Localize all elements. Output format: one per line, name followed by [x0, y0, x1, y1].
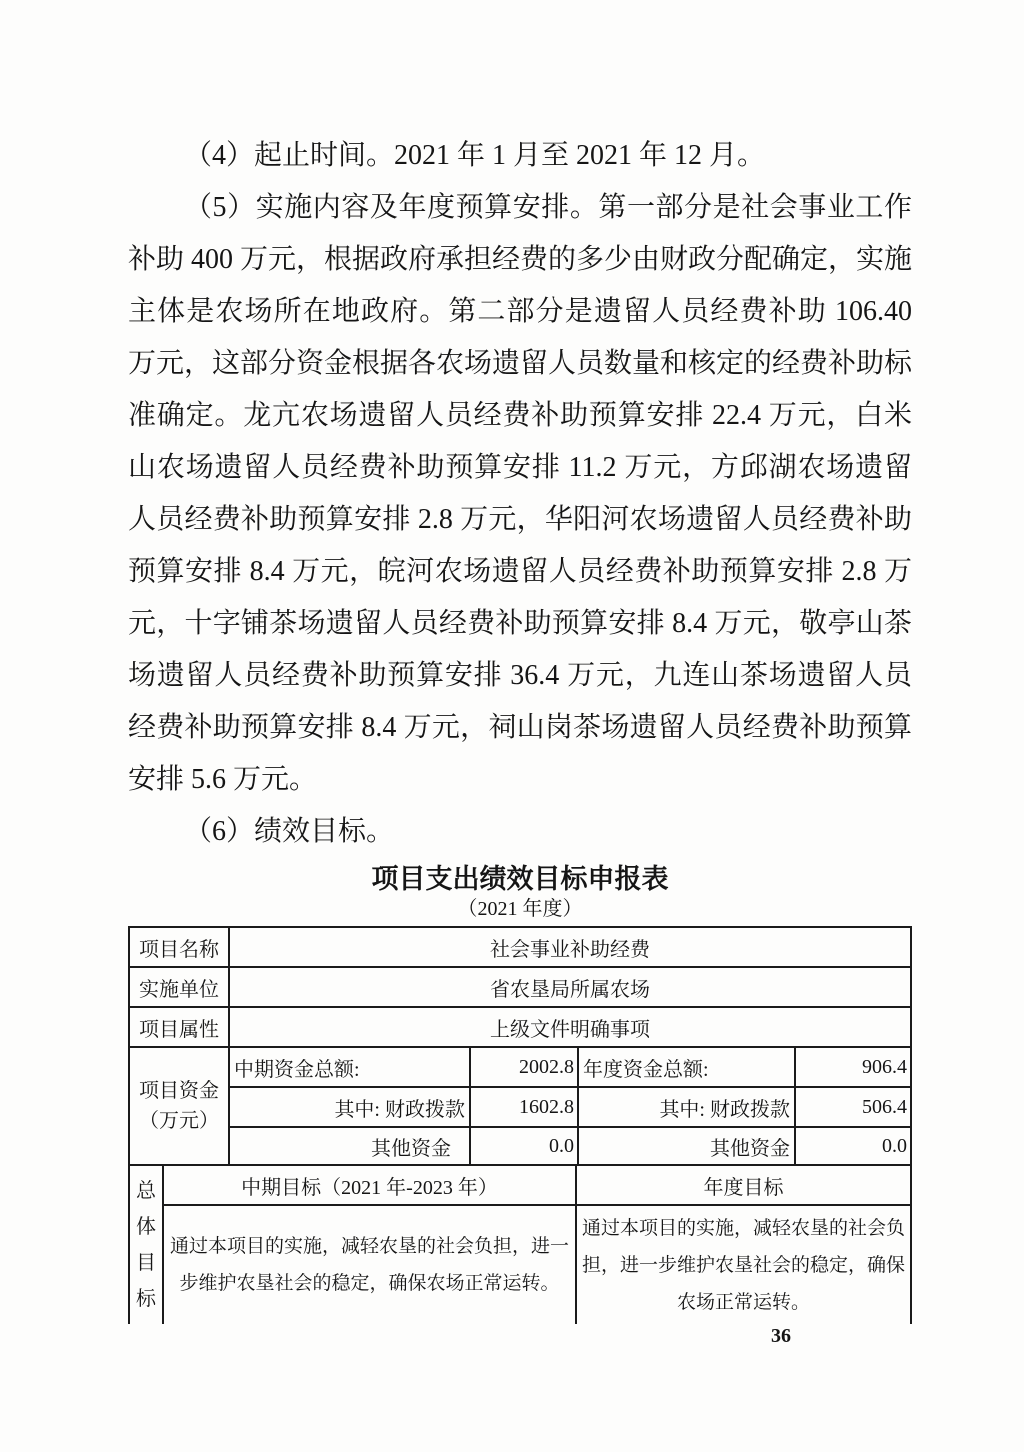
body-paragraph-6: （6）绩效目标。: [184, 816, 395, 847]
table-row-project-name: [130, 928, 910, 968]
annual-fiscal-value: 506.4: [796, 1088, 910, 1128]
table-row-implementing-unit: [130, 968, 910, 1008]
mid-fiscal-label: 其中: 财政拨款: [230, 1088, 471, 1128]
table-rowgroup-funds: [130, 1048, 910, 1166]
annual-total-label: 年度资金总额:: [579, 1048, 796, 1088]
project-name-label: 项目名称: [130, 928, 230, 968]
mid-other-label: 其他资金: [230, 1128, 471, 1166]
page-number: 36: [771, 1325, 791, 1347]
goal-header-row: [164, 1166, 910, 1206]
body-paragraph-5: （5）实施内容及年度预算安排。第一部分是社会事业工作补助 400 万元，根据政府承担经费的多少由财政分配确定，实施主体是农场所在地政府。第二部分是遗留人员经费补助 106.40 万元，这部分资金根据各农场遗留人员数量和核定的经费补助标准确定。龙亢农场遗留人员经费补助预算安排 22.4 万元，白米山农场遗留人员经费补助预算安排 11.2 万元，方邱湖农场遗留人员经费补助预算安排 2.8 万元，华阳河农场遗留人员经费补助预算安排 8.4 万元，皖河农场遗留人员经费补助预算安排 2.8 万元，十字铺茶场遗留人员经费补助预算安排 8.4 万元，敬亭山茶场遗留人员经费补助预算安排 36.4 万元，九连山茶场遗留人员经费补助预算安排 8.4 万元，祠山岗茶场遗留人员经费补助预算安排 5.6 万元。: [128, 192, 913, 795]
table-rowgroup-overall-goal: [130, 1166, 910, 1324]
mid-goal-text: 通过本项目的实施，减轻农垦的社会负担，进一步维护农垦社会的稳定，确保农场正常运转。: [164, 1206, 577, 1324]
project-attribute-value: 上级文件明确事项: [230, 1008, 910, 1048]
annual-goal-text: 通过本项目的实施，减轻农垦的社会负担，进一步维护农垦社会的稳定，确保农场正常运转。: [581, 1217, 905, 1313]
implementing-unit-label: 实施单位: [130, 968, 230, 1008]
project-attribute-label: 项目属性: [130, 1008, 230, 1048]
table-row-project-attribute: [130, 1008, 910, 1048]
implementing-unit-value: 省农垦局所属农场: [230, 968, 910, 1008]
funds-row-fiscal: [230, 1088, 910, 1128]
mid-fiscal-value: 1602.8: [471, 1088, 579, 1128]
table-subtitle: （2021 年度）: [457, 898, 583, 920]
goal-columns: [164, 1166, 910, 1324]
funds-row-other: [230, 1128, 910, 1166]
goal-text-row: [164, 1206, 910, 1324]
body-paragraph-4: （4）起止时间。2021 年 1 月至 2021 年 12 月。: [184, 140, 766, 171]
mid-total-label: 中期资金总额:: [230, 1048, 471, 1088]
annual-total-value: 906.4: [796, 1048, 910, 1088]
mid-total-value: 2002.8: [471, 1048, 579, 1088]
overall-goal-label: 总体目标: [130, 1166, 164, 1324]
mid-goal-header: 中期目标（2021 年-2023 年）: [164, 1166, 577, 1206]
funds-rows: [230, 1048, 910, 1166]
funds-label: 项目资金（万元）: [130, 1048, 230, 1166]
annual-other-value: 0.0: [796, 1128, 910, 1166]
performance-target-table: [128, 926, 912, 1324]
annual-other-label: 其他资金: [579, 1128, 796, 1166]
funds-row-total: [230, 1048, 910, 1088]
annual-goal-header: 年度目标: [577, 1166, 910, 1206]
mid-other-value: 0.0: [471, 1128, 579, 1166]
annual-fiscal-label: 其中: 财政拨款: [579, 1088, 796, 1128]
table-title: 项目支出绩效目标申报表: [371, 864, 669, 894]
project-name-value: 社会事业补助经费: [230, 928, 910, 968]
